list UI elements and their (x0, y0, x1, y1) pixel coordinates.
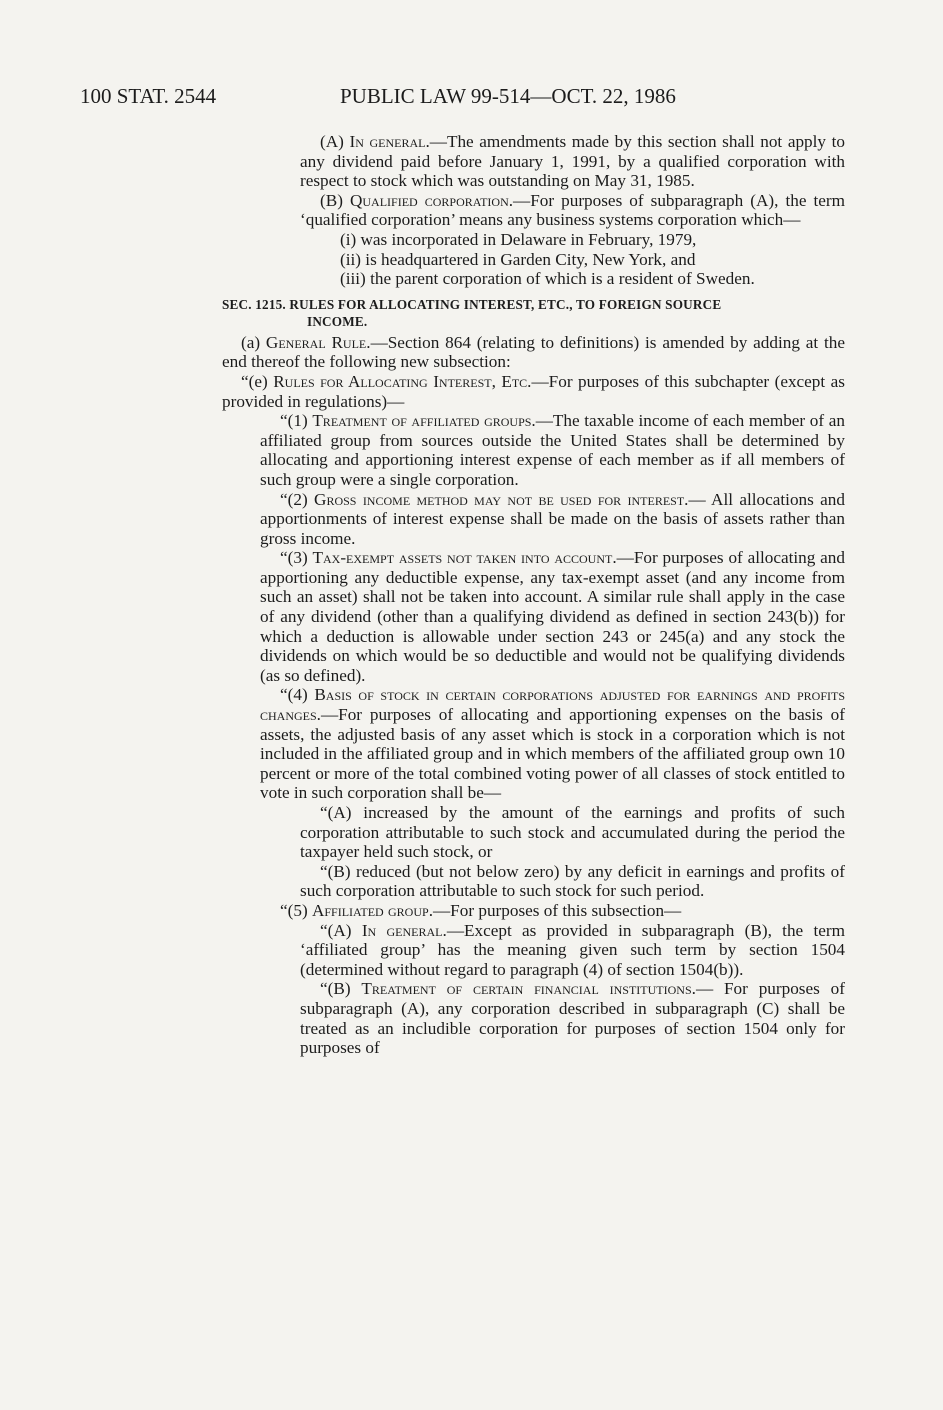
paragraph-5-affiliated-group: “(5) Affiliated group.—For purposes of this subsection— (280, 900, 682, 920)
paragraph-heading: Treatment of affiliated groups (312, 411, 532, 431)
paragraph-heading: Affiliated group (311, 900, 429, 920)
paragraph-2-gross-income-method: “(2) Gross income method may not be used for interest.— All allocations and apportionments of interest expense shall be made on the basis of assets rather than gross income. (260, 489, 845, 548)
clause-iii: (iii) the parent corporation of which is a resident of Sweden. (340, 269, 755, 289)
subparagraph-heading: In general (361, 920, 443, 940)
paragraph-5-subparagraph-b: “(B) Treatment of certain financial institutions.— For purposes of subparagraph (A), any corporation described in subparagraph (C) shall be treated as an includible corporation for purposes of section 1504 only for purposes of (300, 979, 845, 1058)
section-heading: SEC. 1215. RULES FOR ALLOCATING INTEREST, ETC., TO FOREIGN SOURCE INCOME. (222, 296, 722, 329)
paragraph-4-subparagraph-a: “(A) increased by the amount of the earnings and profits of such corporation attributable to such stock and accumulated during the period the taxpayer held such stock, or (300, 803, 845, 862)
paragraph-heading: Gross income method may not be used for interest (314, 489, 685, 509)
statute-citation: 100 STAT. 2544 (80, 84, 217, 108)
subparagraph-a-in-general: (A) In general.—The amendments made by this section shall not apply to any dividend paid before January 1, 1991, by a qualified corporation with respect to stock which was outstanding on May 31, 1985. (300, 132, 845, 191)
clause-i: (i) was incorporated in Delaware in February, 1979, (340, 229, 697, 249)
subparagraph-heading: Qualified corporation (349, 190, 509, 210)
paragraph-4-subparagraph-b: “(B) reduced (but not below zero) by any deficit in earnings and profits of such corporation attributable to such stock for such period. (300, 861, 845, 901)
paragraph-4-basis-of-stock: “(4) Basis of stock in certain corporations adjusted for earnings and profits changes.—For purposes of allocating and apportioning expenses on the basis of assets, the adjusted basis of any asset which is stock in a corporation which is not included in the affiliated group and in which members of the affiliated group own 10 percent or more of the total combined voting power of all classes of stock entitled to vote in such corporation shall be— (260, 685, 845, 803)
clause-ii: (ii) is headquartered in Garden City, New York, and (340, 249, 696, 269)
general-rule-subsection-a: (a) General Rule.—Section 864 (relating to definitions) is amended by adding at the end thereof the following new subsection: (222, 332, 846, 372)
subsection-heading: Rules for Allocating Interest, Etc. (273, 371, 532, 391)
subsection-e: “(e) Rules for Allocating Interest, Etc.—For purposes of this subchapter (except as provided in regulations)— (222, 371, 845, 411)
public-law-title: PUBLIC LAW 99-514—OCT. 22, 1986 (340, 84, 676, 108)
subsection-heading: General Rule (265, 332, 367, 352)
page-header (80, 84, 860, 114)
subparagraph-heading: In general (349, 132, 426, 151)
paragraph-heading: Basis of stock in certain corporations adjusted for earnings and profits changes (260, 685, 845, 725)
document-body (222, 132, 845, 1058)
paragraph-1-affiliated-groups: “(1) Treatment of affiliated groups.—The taxable income of each member of an affiliated group from sources outside the United States shall be determined by allocating and apportioning interest expense of each member as if all members of such group were a single corporation. (260, 411, 845, 489)
subparagraph-heading: Treatment of certain financial institutions (361, 979, 692, 999)
paragraph-5-subparagraph-a: “(A) In general.—Except as provided in subparagraph (B), the term ‘affiliated group’ has the meaning given such term by section 1504 (determined without regard to paragraph (4) of section 1504(b)). (300, 920, 845, 979)
paragraph-3-tax-exempt-assets: “(3) Tax-exempt assets not taken into account.—For purposes of allocating and apportioning any deductible expense, any tax-exempt asset (and any income from such an asset) shall not be taken into account. A similar rule shall apply in the case of any dividend (other than a qualifying dividend as defined in section 243(b)) for which a deduction is allowable under section 243 or 245(a) and any stock the dividends on which would be so deductible and would not be qualifying dividends (as so defined). (260, 548, 845, 685)
subparagraph-b-qualified-corporation: (B) Qualified corporation.—For purposes of subparagraph (A), the term ‘qualified corporation’ means any business systems corporation which— (300, 190, 845, 230)
paragraph-heading: Tax-exempt assets not taken into account (312, 548, 613, 568)
